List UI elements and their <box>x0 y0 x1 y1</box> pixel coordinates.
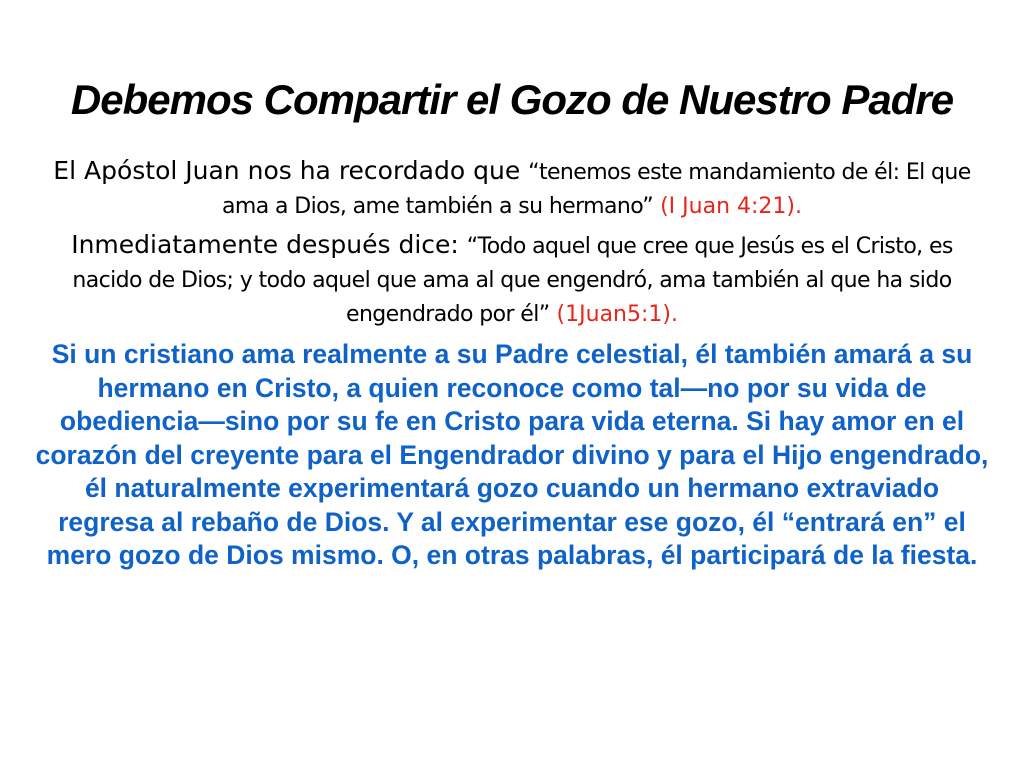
scripture-reference: (I Juan 4:21). <box>653 194 802 219</box>
paragraph-lead: Inmediatamente después dice: <box>71 230 467 259</box>
scripture-quote: “Todo aquel que cree que Jesús es el Cristo, es nacido de Dios; y todo aquel que ama al que engendró, ama también al que ha sido engendrado por él” <box>72 234 953 327</box>
slide-title: Debemos Compartir el Gozo de Nuestro Padre <box>70 76 954 123</box>
emphasis-paragraph: Si un cristiano ama realmente a su Padre celestial, él también amará a su hermano en Cristo, a quien reconoce como tal—no por su vida de obediencia—sino por su fe en Cristo para vida eterna. Si hay amor en el corazón del creyente para el Engendrador divino y para el Hijo engendrado, él naturalmente experimentará gozo cuando un hermano extraviado regresa al rebaño de Dios. Y al experimentar ese gozo, él “entrará en” el mero gozo de Dios mismo. O, en otras palabras, él participará de la fiesta. <box>35 339 989 570</box>
scripture-reference: (1Juan5:1). <box>549 302 678 327</box>
paragraph-juan-4-21 <box>34 154 990 224</box>
paragraph-1juan-5-1 <box>34 228 990 332</box>
paragraph-lead: El Apóstol Juan nos ha recordado que <box>53 156 529 185</box>
scripture-quote: “tenemos este mandamiento de él: El que ama a Dios, ame también a su hermano” <box>222 160 971 219</box>
